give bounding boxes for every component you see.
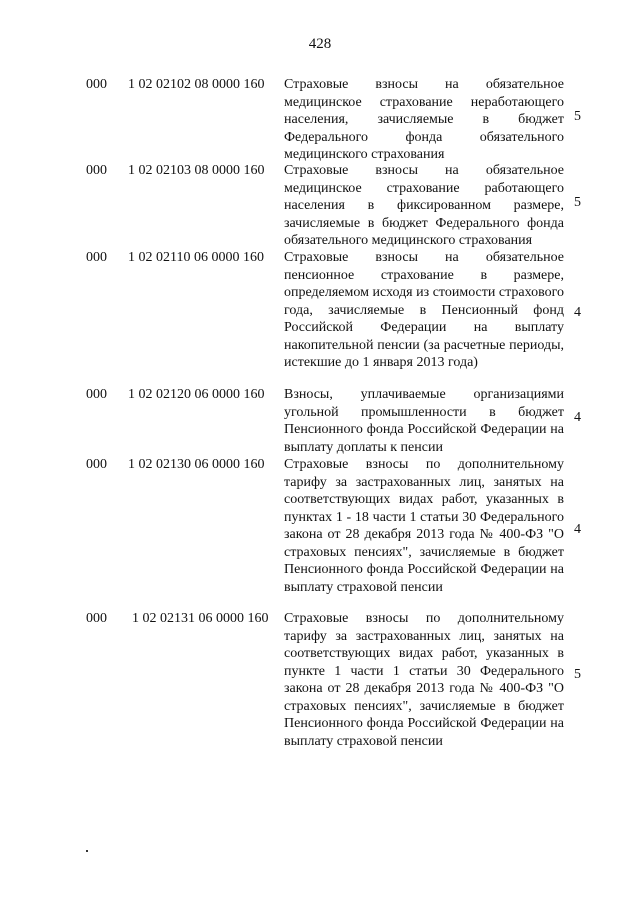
row-description: Страховые взносы на обязательное пенсионное страхование в размере, определяемом исходя из стоимости страхового года, зачисляемые в Пенсионный фонд Российской Федерации на выплату накопительной пенсии (за расчетные периоды, истекшие до 1 января 2013 года)	[284, 250, 564, 370]
row-description: Страховые взносы по дополнительному тарифу за застрахованных лиц, занятых на соответствующих видах работ, указанных в пункте 1 части 1 статьи 30 Федерального закона от 28 декабря 2013 года № 400-ФЗ "О страховых пенсиях", зачисляемые в бюджет Пенсионного фонда Российской Федерации на выплату страховой пенсии	[284, 611, 564, 749]
page-number: 428	[308, 36, 332, 52]
row-code: 000	[86, 387, 107, 402]
row-code: 000	[86, 611, 107, 626]
row-description: Взносы, уплачиваемые организациями угольной промышленности в бюджет Пенсионного фонда Российской Федерации на выплату доплаты к пенсии	[284, 387, 564, 455]
row-code: 000	[86, 163, 107, 178]
row-kbk: 1 02 02110 06 0000 160	[128, 250, 264, 265]
row-level: 5	[574, 195, 581, 210]
row-level: 5	[574, 667, 581, 682]
row-code: 000	[86, 457, 107, 472]
row-level: 4	[574, 410, 581, 425]
row-kbk: 1 02 02120 06 0000 160	[128, 387, 265, 402]
row-kbk: 1 02 02130 06 0000 160	[128, 457, 265, 472]
row-kbk: 1 02 02103 08 0000 160	[128, 163, 265, 178]
row-kbk: 1 02 02102 08 0000 160	[128, 77, 265, 92]
row-kbk: 1 02 02131 06 0000 160	[132, 611, 269, 626]
row-level: 4	[574, 305, 581, 320]
row-code: 000	[86, 250, 107, 265]
row-code: 000	[86, 77, 107, 92]
row-description: Страховые взносы по дополнительному тарифу за застрахованных лиц, занятых на соответствующих видах работ, указанных в пунктах 1 - 18 части 1 статьи 30 Федерального закона от 28 декабря 2013 года № 400-ФЗ "О страховых пенсиях", зачисляемые в бюджет Пенсионного фонда Российской Федерации на выплату страховой пенсии	[284, 457, 564, 595]
row-level: 4	[574, 522, 581, 537]
row-description: Страховые взносы на обязательное медицинское страхование работающего населения в фиксированном размере, зачисляемые в бюджет Федерального фонда обязательного медицинского страхования	[284, 163, 564, 248]
row-level: 5	[574, 109, 581, 124]
scan-speck	[86, 850, 88, 852]
row-description: Страховые взносы на обязательное медицинское страхование неработающего населения, зачисляемые в бюджет Федерального фонда обязательного медицинского страхования	[284, 77, 564, 162]
